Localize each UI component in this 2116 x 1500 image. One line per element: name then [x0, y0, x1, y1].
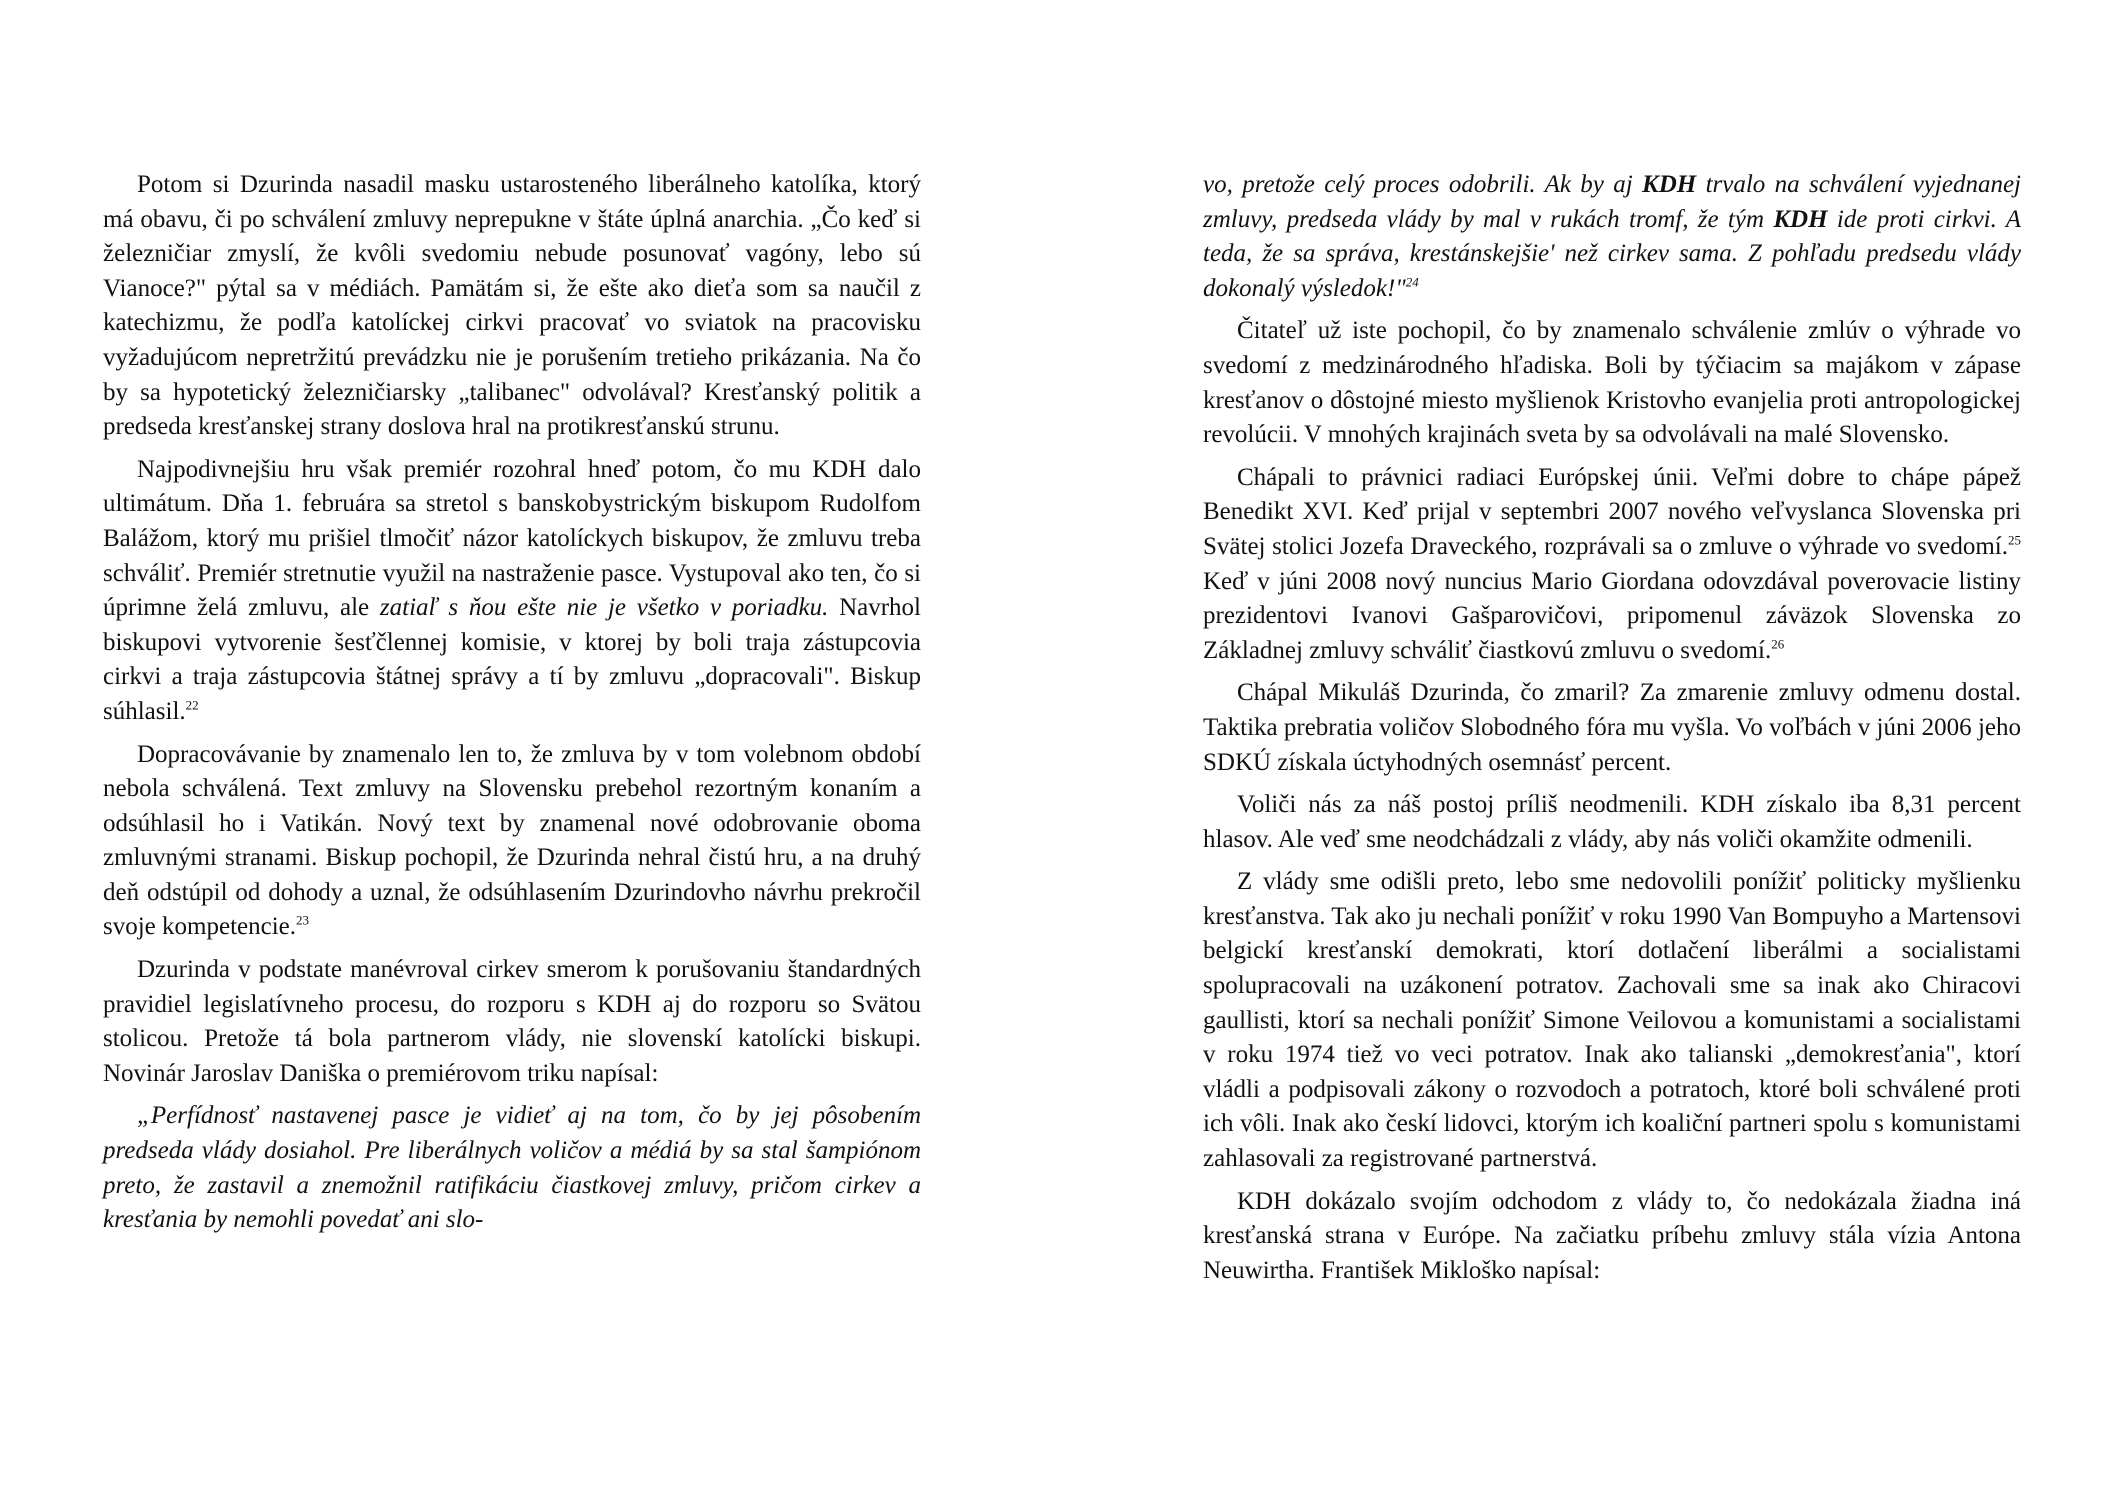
footnote-ref: 24 — [1405, 274, 1419, 290]
quote-text: ide proti cirkvi. A teda, že sa správa, krestánskejšie' než cirkev sama. Z pohľadu predsedu vlády dokonalý výsledok!" — [1203, 205, 2022, 302]
right-page — [1203, 168, 2021, 1296]
footnote-ref: 26 — [1771, 636, 1785, 652]
paragraph — [103, 738, 921, 946]
italic-phrase: zatiaľ s ňou ešte nie je všetko v poriadku. — [379, 594, 829, 622]
quote-block: „Perfídnosť nastavenej pasce je vidieť aj na tom, čo by jej pôsobením predseda vlády dosiahol. Pre liberálnych voličov a médiá by sa stal šampiónom preto, že zastavil a znemožnil ratifikáciu čiastkovej zmluvy, pričom cirkev a kresťania by nemohli povedať ani slo- — [103, 1102, 921, 1234]
paragraph: Dzurinda v podstate manévroval cirkev smerom k porušovaniu štandardných pravidiel legislatívneho procesu, do rozporu s KDH aj do rozporu so Svätou stolicou. Pretože tá bola partnerom vlády, nie slovenskí katolícki biskupi. Novinár Jaroslav Daniška o premiérovom triku napísal: — [103, 956, 921, 1087]
quote-text: vo, pretože celý proces odobrili. Ak by aj — [1203, 171, 1643, 198]
quote-text: trvalo na schválení vyjednanej zmluvy, predseda vlády by mal v rukách tromf, že tým — [1203, 171, 2022, 233]
footnote-ref: 22 — [185, 697, 199, 713]
paragraph-text: Navrhol biskupovi vytvorenie šesťčlennej komisie, v ktorej by boli traja zástupcovia cirkvi a traja zástupcovia štátnej správy a tí by zmluvu „dopracovali". Biskup súhlasil. — [103, 594, 921, 725]
paragraph: KDH dokázalo svojím odchodom z vlády to, čo nedokázala žiadna iná kresťanská strana v Európe. Na začiatku príbehu zmluvy stála vízia Antona Neuwirtha. František Mikloško napísal: — [1203, 1187, 2021, 1284]
quote-bold: KDH — [1642, 171, 1697, 198]
paragraph: Potom si Dzurinda nasadil masku ustarosteného liberálneho katolíka, ktorý má obavu, či po schválení zmluvy neprepukne v štáte úplná anarchia. „Čo keď si železničiar zmyslí, že kvôli svedomiu nebude posunovať vagóny, lebo sú Vianoce?" pýtal sa v médiách. Pamätám si, že ešte ako dieťa som sa naučil z katechizmu, že podľa katolíckej cirkvi pracovať vo sviatok na pracovisku vyžadujúcom nepretržitú prevádzku nie je porušením tretieho prikázania. Na čo by sa hypotetický železničiarsky „talibanec" odvolával? Kresťanský politik a predseda kresťanskej strany doslova hral na protikresťanskú strunu. — [103, 171, 921, 441]
paragraph-text: Najpodivnejšiu hru však premiér rozohral hneď potom, čo mu KDH dalo ultimátum. Dňa 1. februára sa stretol s banskobystrickým biskupom Rudolfom Balážom, ktorý mu prišiel tlmočiť názor katolíckych biskupov, že zmluvu treba schváliť. Premiér stretnutie využil na nastraženie pasce. Vystupoval ako ten, čo si úprimne želá zmluvu, ale — [103, 455, 921, 622]
quote-bold: KDH — [1773, 205, 1828, 233]
quote-continuation — [1203, 168, 2021, 306]
paragraph: Voliči nás za náš postoj príliš neodmenili. KDH získalo iba 8,31 percent hlasov. Ale veď sme neodchádzali z vlády, aby nás voliči okamžite odmenili. — [1203, 791, 2021, 853]
paragraph: Chápal Mikuláš Dzurinda, čo zmaril? Za zmarenie zmluvy odmenu dostal. Taktika prebratia voličov Slobodného fóra mu vyšla. Vo voľbách v júni 2006 jeho SDKÚ získala úctyhodných osemnásť percent. — [1203, 679, 2021, 776]
paragraph-text: Chápali to právnici radiaci Európskej únii. Veľmi dobre to chápe pápež Benedikt XVI. Keď prijal v septembri 2007 nového veľvyslanca Slovenska pri Svätej stolici Jozefa Draveckého, rozprávali sa o zmluve o výhrade vo svedomí. — [1203, 463, 2021, 560]
paragraph — [103, 453, 921, 730]
paragraph: Z vlády sme odišli preto, lebo sme nedovolili ponížiť politicky myšlienku kresťanstva. Tak ako ju nechali ponížiť v roku 1990 Van Bompuyho a Martensovi belgickí kresťanskí demokrati, ktorí dotlačení liberálmi a socialistami spolupracovali na uzákonení potratov. Zachovali sme sa inak ako Chiracovi gaullisti, ktorí sa nechali ponížiť Simone Veilovou a komunistami a socialistami v roku 1974 tiež vo veci potratov. Inak ako talianski „demokresťania", ktorí vládli a podpisovali zákony o rozvodoch a potratoch, ktoré boli schválené proti ich vôli. Inak ako českí lidovci, ktorým ich koaliční partneri spolu s komunistami zahlasovali za registrované partnerstvá. — [1203, 868, 2021, 1173]
paragraph-text: Keď v júni 2008 nový nuncius Mario Giordana odovzdával poverovacie listiny prezidentovi Ivanovi Gašparovičovi, pripomenul záväzok Slovenska zo Základnej zmluvy schváliť čiastkovú zmluvu o svedomí. — [1203, 567, 2021, 664]
left-page — [103, 168, 921, 1246]
footnote-ref: 23 — [296, 913, 309, 929]
paragraph: Čitateľ už iste pochopil, čo by znamenalo schválenie zmlúv o výhrade vo svedomí z medzinárodného hľadiska. Boli by týčiacim sa majákom v zápase kresťanov o dôstojné miesto myšlienok Kristovho evanjelia proti antropologickej revolúcii. V mnohých krajinách sveta by sa odvolávali na malé Slovensko. — [1203, 317, 2021, 449]
paragraph-text: Dopracovávanie by znamenalo len to, že zmluva by v tom volebnom období nebola schválená. Text zmluvy na Slovensku prebehol rezortným konaním a odsúhlasil ho i Vatikán. Nový text by znamenal nové odobrovanie oboma zmluvnými stranami. Biskup pochopil, že Dzurinda nehral čistú hru, a na druhý deň odstúpil od dohody a uznal, že odsúhlasením Dzurindovho návrhu prekročil svoje kompetencie. — [103, 740, 921, 941]
footnote-ref: 25 — [2008, 532, 2021, 548]
paragraph — [1203, 461, 2021, 669]
